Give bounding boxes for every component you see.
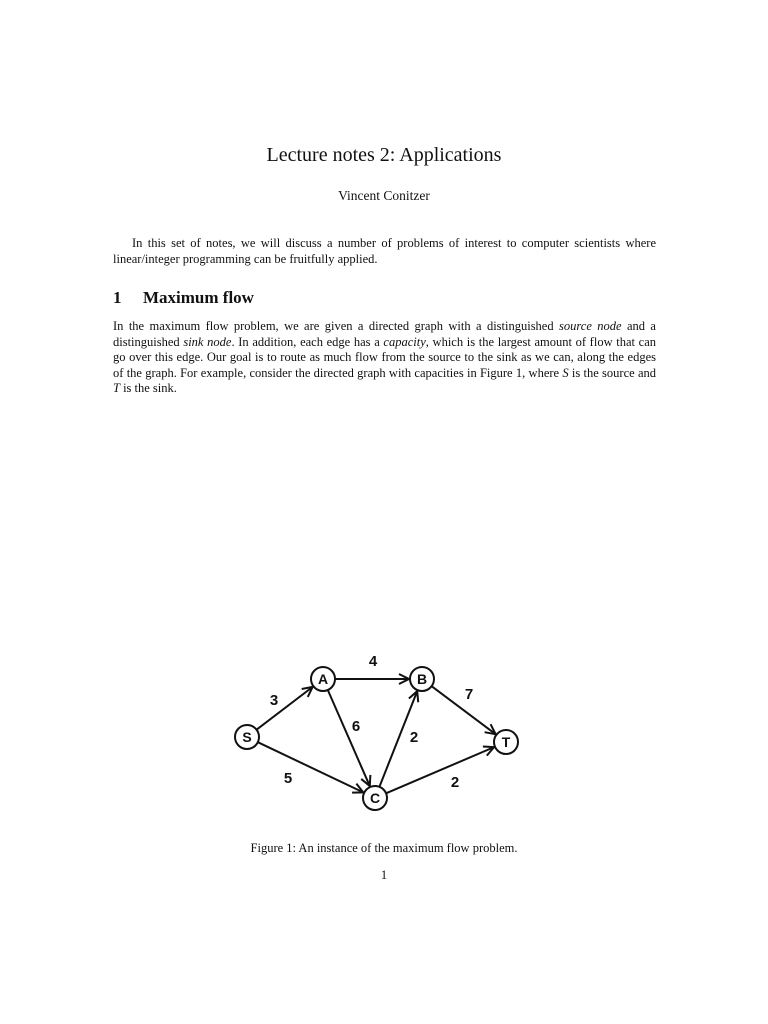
paragraph-text: and a distinguished [113, 319, 656, 349]
node-label-b: B [416, 671, 428, 687]
edge-s-c [258, 742, 363, 792]
paragraph-text: . In addition, each edge has a [231, 334, 384, 349]
edge-s-a [257, 687, 313, 730]
paragraph-text: In the maximum flow problem, we are given a directed graph with a distinguished [113, 319, 560, 333]
abstract: In this set of notes, we will discuss a number of problems of interest to computer scientists where linear/integer programming can be fruitfully applied. [113, 236, 656, 266]
term-sink-node: sink node [183, 334, 232, 349]
section-title: Maximum flow [143, 288, 254, 307]
node-label-c: C [369, 790, 381, 806]
flow-network-figure [225, 650, 545, 820]
figure-caption: Figure 1: An instance of the maximum flow problem. [250, 841, 518, 855]
edge-b-t [432, 686, 496, 734]
node-label-a: A [317, 671, 329, 687]
page-title: Lecture notes 2: Applications [266, 144, 502, 166]
edge-capacity-c-t: 2 [450, 774, 460, 791]
node-label-s: S [242, 729, 252, 745]
term-source-node: source node [559, 319, 622, 333]
section-paragraph [113, 319, 656, 397]
term-capacity: capacity [383, 334, 426, 349]
var-source: S [562, 365, 569, 380]
edge-capacity-s-a: 3 [269, 692, 279, 709]
section-heading [113, 288, 254, 308]
paragraph-text: , which is the largest amount of flow that can go over this edge. Our goal is to route as much flow from the source to the sink as we can, along the edges of the graph. For example, consider the directed graph with capacities in Figure 1, where [113, 334, 657, 380]
edge-capacity-b-t: 7 [464, 686, 474, 703]
author: Vincent Conitzer [338, 188, 430, 203]
section-number: 1 [113, 288, 122, 307]
edge-capacity-s-c: 5 [283, 770, 293, 787]
page-number: 1 [380, 868, 388, 882]
edge-capacity-a-c: 6 [351, 718, 361, 735]
paragraph-text: is the source and [568, 365, 656, 380]
var-sink: T [113, 381, 120, 395]
node-label-t: T [501, 734, 511, 750]
paragraph-text: is the sink. [119, 381, 177, 395]
edge-c-t [386, 747, 494, 793]
flow-network-graph [225, 650, 545, 820]
edge-capacity-c-b: 2 [409, 729, 419, 746]
edge-a-c [328, 690, 370, 786]
edge-capacity-a-b: 4 [368, 653, 378, 670]
